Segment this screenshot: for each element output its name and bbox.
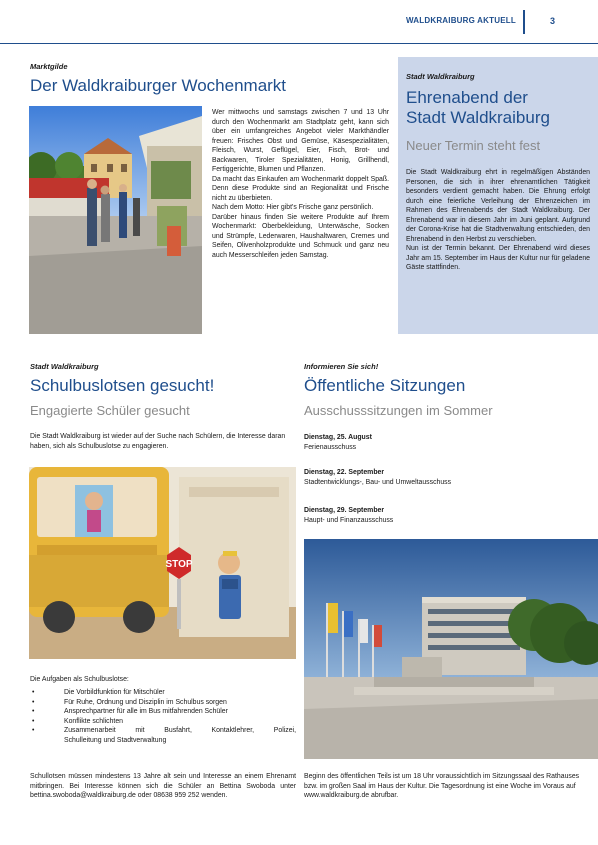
meeting-committee: Ferienausschuss bbox=[304, 443, 357, 451]
stop-sign-text: STOP bbox=[165, 559, 193, 570]
wochenmarkt-kicker: Marktgilde bbox=[30, 62, 68, 71]
bullet-point: • bbox=[32, 698, 35, 706]
schulbus-headline: Schulbuslotsen gesucht! bbox=[30, 376, 215, 395]
sitzungen-headline: Öffentliche Sitzungen bbox=[304, 376, 466, 395]
schulbus-tasks-title: Die Aufgaben als Schulbuslotse: bbox=[30, 676, 129, 683]
list-item: Schulleitung und Stadtverwaltung bbox=[64, 736, 167, 744]
bullet-point: • bbox=[32, 727, 35, 735]
schulbus-kicker: Stadt Waldkraiburg bbox=[30, 362, 99, 371]
meeting-date: Dienstag, 22. September bbox=[304, 469, 385, 476]
schulbus-subline: Engagierte Schüler gesucht bbox=[30, 403, 190, 418]
bullet-point: • bbox=[32, 689, 35, 696]
meeting-date: Dienstag, 29. September bbox=[304, 507, 385, 514]
ehrenabend-subline: Neuer Termin steht fest bbox=[406, 138, 541, 153]
town-hall-photo bbox=[304, 539, 598, 759]
schulbus-intro: Die Stadt Waldkraiburg ist wieder auf der Suche nach Schülern, die Interesse daran haben, sich als Schulbuslotse zu engagieren. bbox=[30, 433, 286, 450]
meeting-committee: Stadtentwicklungs-, Bau- und Umweltausschuss bbox=[304, 478, 452, 486]
list-item: • Für Ruhe, Ordnung und Disziplin im Schulbus sorgen bbox=[32, 698, 227, 706]
meeting-entry bbox=[304, 468, 451, 487]
meeting-date: Dienstag, 25. August bbox=[304, 434, 372, 441]
sitzungen-kicker: Informieren Sie sich! bbox=[304, 362, 379, 371]
schulbus-tasks-list bbox=[30, 688, 296, 745]
list-item: • Die Vorbildfunktion für Mitschüler bbox=[32, 689, 165, 696]
wochenmarkt-body bbox=[212, 108, 389, 260]
ehrenabend-paragraph: Die Stadt Waldkraiburg ehrt in regelmäßigen Abständen Personen, die sich in ihrer ehrenamtlichen Tätigkeit besonders verdient gemacht haben. Die Ehrung erfolgt durch eine feierliche Verleihung der Ehrenzeichen im Rahmen des Ehrenabends der Stadt Waldkraiburg. Der Ehrenabend war in diesem Jahr im Juni geplant. Aufgrund der Corona-Krise hat die Stadtverwaltung entschieden, den Ehrenabend in den Herbst zu verschieben. bbox=[406, 169, 590, 243]
wochenmarkt-paragraph: Da macht das Einkaufen am Wochenmarkt doppelt Spaß. Denn diese Produkte sind an Regionalität und Frische nicht zu überbieten. bbox=[212, 175, 389, 202]
ehrenabend-headline bbox=[406, 88, 550, 127]
ehrenabend-kicker: Stadt Waldkraiburg bbox=[406, 72, 475, 81]
header-rule bbox=[0, 43, 598, 44]
wochenmarkt-paragraph: Nach dem Motto: Hier gibt's Frische ganz persönlich. bbox=[212, 204, 374, 212]
ehrenabend-headline-line: Stadt Waldkraiburg bbox=[406, 107, 550, 127]
header-divider bbox=[523, 10, 525, 34]
page-number: 3 bbox=[550, 16, 556, 26]
wochenmarkt-headline: Der Waldkraiburger Wochenmarkt bbox=[30, 76, 287, 95]
list-item: • Ansprechpartner für alle im Bus mitfahrenden Schüler bbox=[32, 708, 228, 716]
sitzungen-closing: Beginn des öffentlichen Teils ist um 18 Uhr voraussichtlich im Sitzungssaal des Rathauses bzw. im großen Saal im Haus der Kultur. Die Tagesordnung ist eine Woche im Voraus auf www.waldkraiburg.de abrufbar. bbox=[304, 773, 580, 800]
toy-bus-photo bbox=[29, 467, 296, 659]
bullet-point: • bbox=[32, 717, 35, 725]
meeting-entry bbox=[304, 433, 372, 452]
wochenmarkt-paragraph: Darüber hinaus finden Sie weitere Produkte auf Ihrem Wochenmarkt: Oberbekleidung, Unterwäsche, Socken und Strümpfe, Lederwaren, Haushaltwaren, Cremes und Seifen, Olivenholzprodukte und Schmuck und ganz neu auch Messerschleifen jeden Samstag. bbox=[212, 213, 389, 259]
ehrenabend-paragraph: Nun ist der Termin bekannt. Der Ehrenabend wird dieses Jahr am 15. September im Haus der Kultur nur für geladene Gäste stattfinden. bbox=[406, 245, 590, 272]
wochenmarkt-paragraph: Wer mittwochs und samstags zwischen 7 und 13 Uhr durch den Wochenmarkt am Stadtplatz geht, kann sich über ein umfangreiches Angebot vieler Markthändler freuen: Frisches Obst und Gemüse, Käsespezialitäten, Fleisch, Wurst, Geflügel, Eier, Fisch, Brot- und Backwaren, Tiroler Spezialitäten, Honig, Grillhendl, Fertiggerichte, Blumen und Pflanzen. bbox=[212, 109, 389, 174]
sitzungen-subline: Ausschusssitzungen im Sommer bbox=[304, 403, 493, 418]
ehrenabend-headline-line: Ehrenabend der bbox=[406, 88, 528, 107]
list-item: • Zusammenarbeit mit Busfahrt, Kontaktlehrer, Polizei, bbox=[32, 727, 296, 735]
meeting-committee: Haupt- und Finanzausschuss bbox=[304, 516, 394, 524]
meeting-entry bbox=[304, 506, 393, 525]
schulbus-closing: Schullotsen müssen mindestens 13 Jahre alt sein und Interesse an einem Ehrenamt mitbringen. Bei Interesse können sich die Schüler an Bettina Swoboda unter bettina.swoboda@waldkraiburg.de oder 08638 959 252 wenden. bbox=[30, 773, 296, 800]
section-title: WALDKRAIBURG AKTUELL bbox=[406, 16, 516, 25]
ehrenabend-body bbox=[406, 168, 590, 273]
page-header bbox=[0, 0, 598, 44]
bullet-point: • bbox=[32, 708, 35, 716]
list-item: • Konflikte schlichten bbox=[32, 717, 123, 725]
market-photo bbox=[29, 106, 202, 334]
